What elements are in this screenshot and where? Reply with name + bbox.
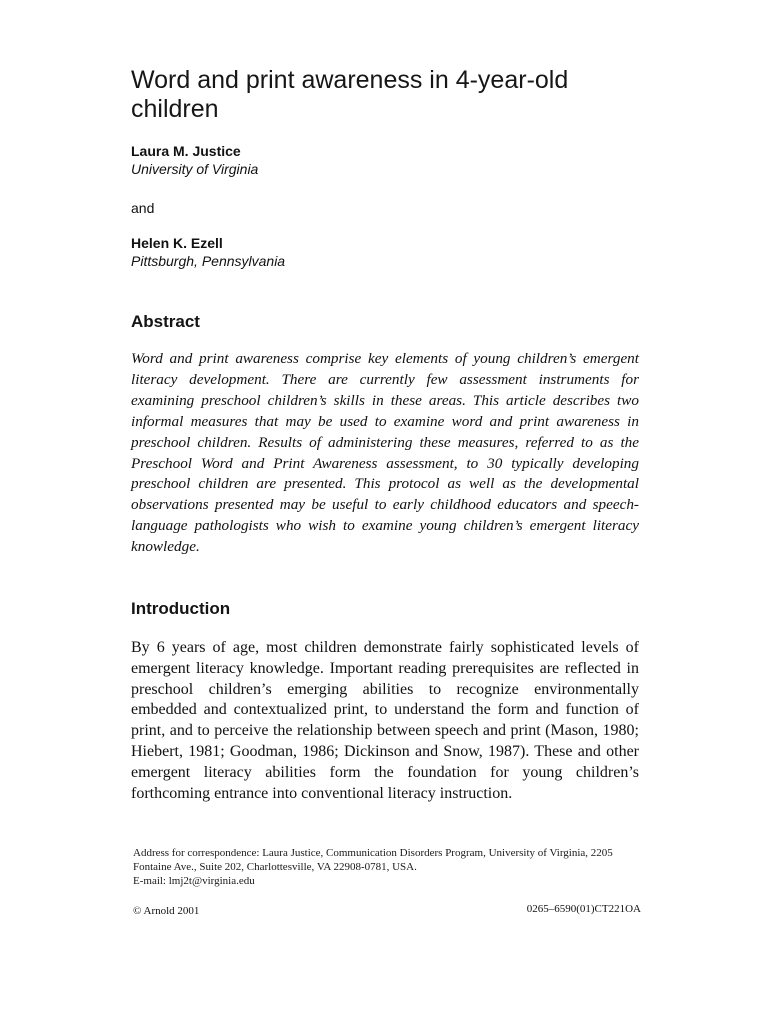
author-affiliation-2: Pittsburgh, Pennsylvania xyxy=(131,253,286,269)
author-conjunction: and xyxy=(131,200,155,216)
abstract-heading: Abstract xyxy=(131,312,200,331)
correspondence-footnote xyxy=(133,846,641,888)
author-affiliation-1: University of Virginia xyxy=(131,161,259,177)
abstract-text: Word and print awareness comprise key elements of young children’s emergent literacy development. There are currently few assessment instruments for examining preschool children’s skills in these areas. This article describes two informal measures that may be used to examine word and print awareness in preschool children. Results of administering these measures, referred to as the Preschool Word and Print Awareness assessment, to 30 typically developing preschool children are presented. This protocol as well as the developmental observations presented may be useful to early childhood educators and speech-language pathologists who wish to examine young children’s emergent literacy knowledge. xyxy=(131,350,639,556)
article-code: 0265–6590(01)CT221OA xyxy=(526,903,641,915)
author-name-2: Helen K. Ezell xyxy=(131,235,223,251)
introduction-heading: Introduction xyxy=(131,599,231,618)
introduction-text: By 6 years of age, most children demonstrate fairly sophisticated levels of emergent literacy knowledge. Important reading prerequisites are reflected in preschool children’s emerging abilities to recognize environmentally embedded and contextualized print, to understand the form and function of print, and to perceive the relationship between speech and print (Mason, 1980; Hiebert, 1981; Goodman, 1986; Dickinson and Snow, 1987). These and other emergent literacy abilities form the foundation for young children’s forthcoming entrance into conventional literacy instruction. xyxy=(131,639,639,802)
author-name-1: Laura M. Justice xyxy=(131,143,241,159)
correspondence-address: Address for correspondence: Laura Justice, Communication Disorders Program, University of Virginia, 2205 Fontaine Ave., Suite 202, Charlottesville, VA 22908-0781, USA. xyxy=(133,847,613,873)
correspondence-email: E-mail: lmj2t@virginia.edu xyxy=(133,875,255,887)
article-title: Word and print awareness in 4-year-old children xyxy=(131,66,569,123)
copyright-notice: © Arnold 2001 xyxy=(133,905,200,917)
